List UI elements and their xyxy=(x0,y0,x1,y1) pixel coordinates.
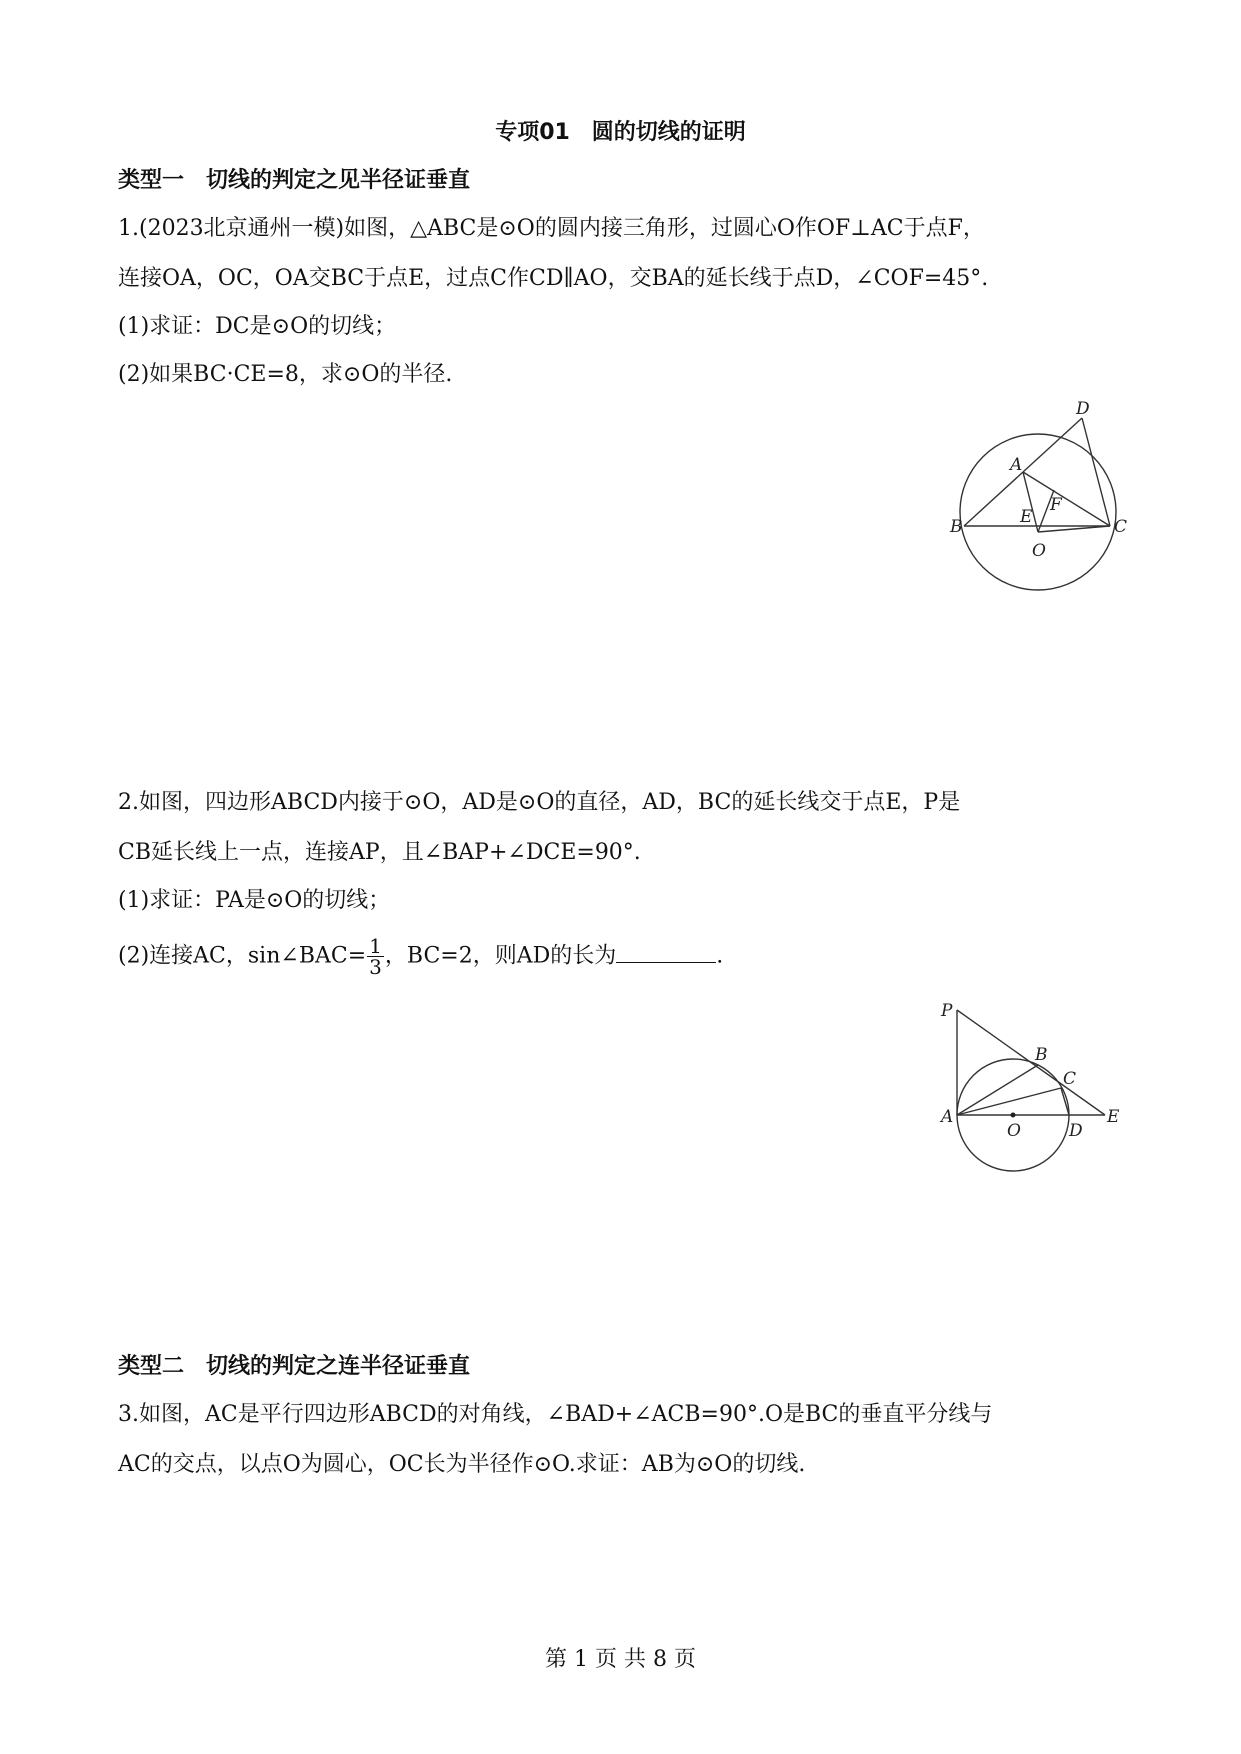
q2-label-a: A xyxy=(941,1107,954,1127)
q1-label-f: F xyxy=(1050,495,1062,515)
q2-segment-ab xyxy=(957,1065,1038,1115)
q2-fraction-numerator: 1 xyxy=(369,934,382,958)
q1-segment-dc xyxy=(1082,418,1110,526)
q2-label-p: P xyxy=(941,1001,953,1021)
q2-part2 xyxy=(118,936,723,977)
page-footer: 第 1 页 共 8 页 xyxy=(545,1647,696,1672)
q1-part2: (2)如果BC·CE=8，求⊙O的半径. xyxy=(118,362,453,387)
q1-text-line2: 连接OA，OC，OA交BC于点E，过点C作CD∥AO，交BA的延长线于点D，∠COF=45°. xyxy=(118,266,989,291)
q2-segment-pe xyxy=(957,1010,1105,1115)
q1-segment-ab xyxy=(964,472,1023,526)
page-title: 专项01 圆的切线的证明 xyxy=(495,120,746,145)
q1-label-e: E xyxy=(1020,507,1033,527)
q2-label-b: B xyxy=(1035,1045,1048,1065)
q1-label-b: B xyxy=(950,517,963,537)
q2-fraction-denominator: 3 xyxy=(369,955,382,979)
q2-label-o: O xyxy=(1007,1121,1021,1141)
q2-label-d: D xyxy=(1069,1121,1083,1141)
q1-segment-oc xyxy=(1038,526,1110,532)
q2-part1: (1)求证：PA是⊙O的切线； xyxy=(118,888,391,913)
q2-segment-ac xyxy=(957,1088,1061,1115)
q2-part2-prefix: (2)连接AC，sin∠BAC= xyxy=(118,943,367,969)
q3-text-line2: AC的交点，以点O为圆心，OC长为半径作⊙O.求证：AB为⊙O的切线. xyxy=(118,1452,806,1477)
q3-text-line1: 3.如图，AC是平行四边形ABCD的对角线，∠BAD+∠ACB=90°.O是BC的垂直平分线与 xyxy=(118,1402,993,1427)
q2-center-dot xyxy=(1011,1113,1016,1118)
q1-label-c: C xyxy=(1114,517,1128,537)
section-heading-1: 类型一 切线的判定之见半径证垂直 xyxy=(118,168,471,193)
q2-answer-blank xyxy=(616,940,716,963)
q1-text-line1: 1.(2023北京通州一模)如图，△ABC是⊙O的圆内接三角形，过圆心O作OF⊥AC于点F， xyxy=(118,216,985,241)
q1-label-d: D xyxy=(1076,399,1090,419)
q2-figure xyxy=(935,1000,1135,1200)
q1-label-o: O xyxy=(1032,541,1046,561)
q2-label-c: C xyxy=(1063,1069,1077,1089)
q1-figure xyxy=(940,398,1140,628)
section-heading-2: 类型二 切线的判定之连半径证垂直 xyxy=(118,1354,471,1379)
q2-text-line2: CB延长线上一点，连接AP，且∠BAP+∠DCE=90°. xyxy=(118,840,641,865)
q2-text-line1: 2.如图，四边形ABCD内接于⊙O，AD是⊙O的直径，AD，BC的延长线交于点E，P是 xyxy=(118,790,961,815)
q1-label-a: A xyxy=(1010,455,1023,475)
q2-part2-end: . xyxy=(716,943,724,969)
q2-fraction xyxy=(367,936,384,977)
q1-part1: (1)求证：DC是⊙O的切线； xyxy=(118,314,397,339)
q2-part2-suffix: ，BC=2，则AD的长为 xyxy=(384,943,617,969)
q1-segment-ac xyxy=(1023,472,1110,526)
q1-segment-ad xyxy=(1023,418,1082,472)
q2-label-e: E xyxy=(1107,1107,1120,1127)
